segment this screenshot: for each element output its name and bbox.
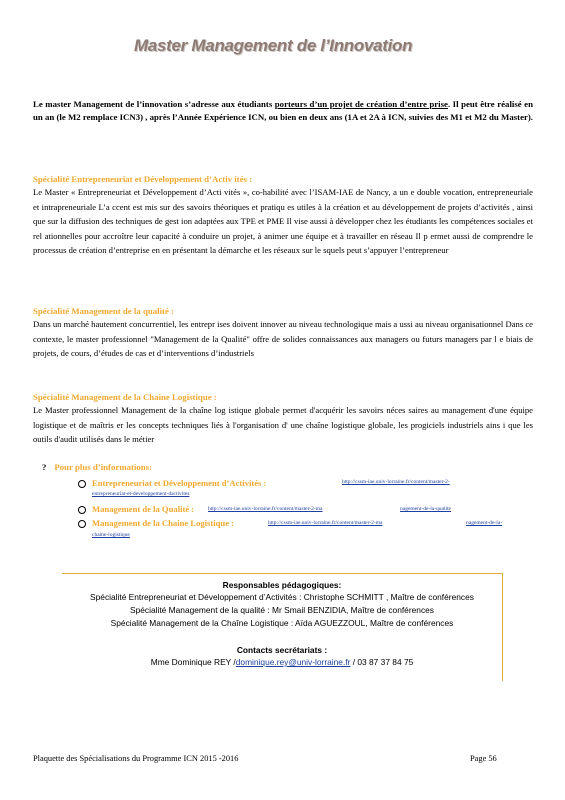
link-label-logistique: Management de la Chaine Logistique :	[92, 518, 235, 528]
secretariat-line	[62, 657, 502, 667]
question-marker: ?	[42, 462, 47, 472]
link-url-logistique-cont[interactable]: nagement-de-la-	[466, 520, 503, 526]
more-info-heading	[42, 462, 152, 472]
more-info-title: Pour plus d’informations:	[54, 462, 153, 472]
responsable-line-qualite: Spécialité Management de la qualité : Mr Smail BENZIDIA, Maître de conférences	[130, 605, 434, 615]
footer-left: Plaquette des Spécialisations du Programme ICN 2015 -2016	[33, 754, 239, 763]
section-heading-entrepreneuriat: Spécialité Entrepreneuriat et Développement d’Activ ités :	[33, 174, 253, 184]
secretariat-heading: Contacts secrétariats :	[236, 645, 328, 655]
secretariat-email-link[interactable]: dominique.rey@univ-lorraine.fr	[235, 657, 351, 667]
page-number: Page 56	[470, 754, 497, 763]
intro-underlined: porteurs d’un projet de création d’entre prise	[274, 99, 448, 109]
intro-text-2: . Il peut être réalisé en un an (le M2 remplace ICN3) , après l’Année Expérience ICN, ou bien en deux ans (1A et 2A à ICN, suivies des M1 et M2 du Master).	[33, 99, 534, 122]
link-url-entrepreneuriat-cont[interactable]: entrepreneuriat-et-developpement-dactivites	[92, 491, 190, 497]
section-body-logistique: Le Master professionnel Management de la chaîne log istique globale permet d'acquérir les savoirs néces saires au management d'une équipe logistique et de maîtris er les concepts techniques liés à l'organisation d' une chaîne logistique globale, les progiciels industriels ains i que les outils d'audit utilisés dans le métier	[33, 405, 533, 444]
link-label-qualite: Management de la Qualité :	[92, 504, 195, 514]
link-item-logistique	[78, 518, 518, 544]
page-title: Master Management de l’Innovation	[134, 36, 413, 55]
link-item-entrepreneuriat	[78, 478, 518, 500]
intro-text-1: Le master Management de l’innovation s’adresse aux étudiants	[33, 99, 275, 109]
bullet-icon	[78, 480, 86, 488]
link-url-qualite[interactable]: http://cssm-iae.univ-lorraine.fr/content/master-2-ma	[208, 506, 323, 512]
responsable-line-logistique: Spécialité Management de la Chaîne Logistique : Aïda AGUEZZOUL, Maître de conférences	[110, 618, 454, 628]
intro-paragraph	[33, 98, 533, 123]
bullet-icon	[78, 506, 86, 514]
responsables-heading: Responsables pédagogiques:	[222, 580, 342, 590]
bullet-icon	[78, 520, 86, 528]
section-heading-logistique: Spécialité Management de la Chaine Logistique :	[33, 392, 217, 402]
responsable-line-entrepreneuriat: Spécialité Entrepreneuriat et Développement d’Activités : Christophe SCHMITT , Maître de conférences	[90, 592, 474, 602]
section-body-qualite: Dans un marché hautement concurrentiel, les entrepr ises doivent innover au niveau technologique mais a ussi au niveau organisationnel Dans ce contexte, le master professionnel "Management de la Qualité" offre de solides connaissances aux managers ou futurs managers par l e biais de projets, de cours, d’études de cas et d’interventions d’industriels	[33, 319, 533, 358]
link-item-qualite	[78, 504, 518, 516]
link-url-entrepreneuriat[interactable]: http://cssm-iae.univ-lorraine.fr/content/master-2-	[342, 479, 450, 485]
link-url-qualite-cont[interactable]: nagement-de-la-qualite	[400, 506, 452, 512]
link-url-logistique[interactable]: http://cssm-iae.univ-lorraine.fr/content/master-2-ma	[268, 520, 383, 526]
secretariat-phone: / 03 87 37 84 75	[350, 657, 414, 667]
section-body-entrepreneuriat: Le Master « Entrepreneuriat et Développement d’Acti vités », co-habilité avec l’ISAM-IAE de Nancy, a un e double vocation, entrepreneuriale et intrapreneuriale L’a ccent est mis sur des savoirs théoriques et pratiqu es utiles à la création et au développement de projets d’activités , ainsi que sur la diffusion des techniques de gest ion adaptées aux TPE et PME Il vise aussi à développer chez les étudiants les compétences sociales et rel ationnelles pour accroître leur capacité à conduire un projet, à animer une équipe et à travailler en réseau Il p ermet aussi de comprendre le processus de création d’entreprise en en présentant la démarche et les réseaux sur le squels peut s’appuyer l’entrepreneur	[33, 187, 533, 255]
link-label-entrepreneuriat: Entrepreneuriat et Développement d’Activités :	[92, 478, 267, 488]
link-url-logistique-end[interactable]: chaine-logistique	[92, 532, 130, 538]
section-heading-qualite: Spécialité Management de la qualité :	[33, 306, 174, 316]
secretariat-name: Mme Dominique REY /	[150, 657, 236, 667]
